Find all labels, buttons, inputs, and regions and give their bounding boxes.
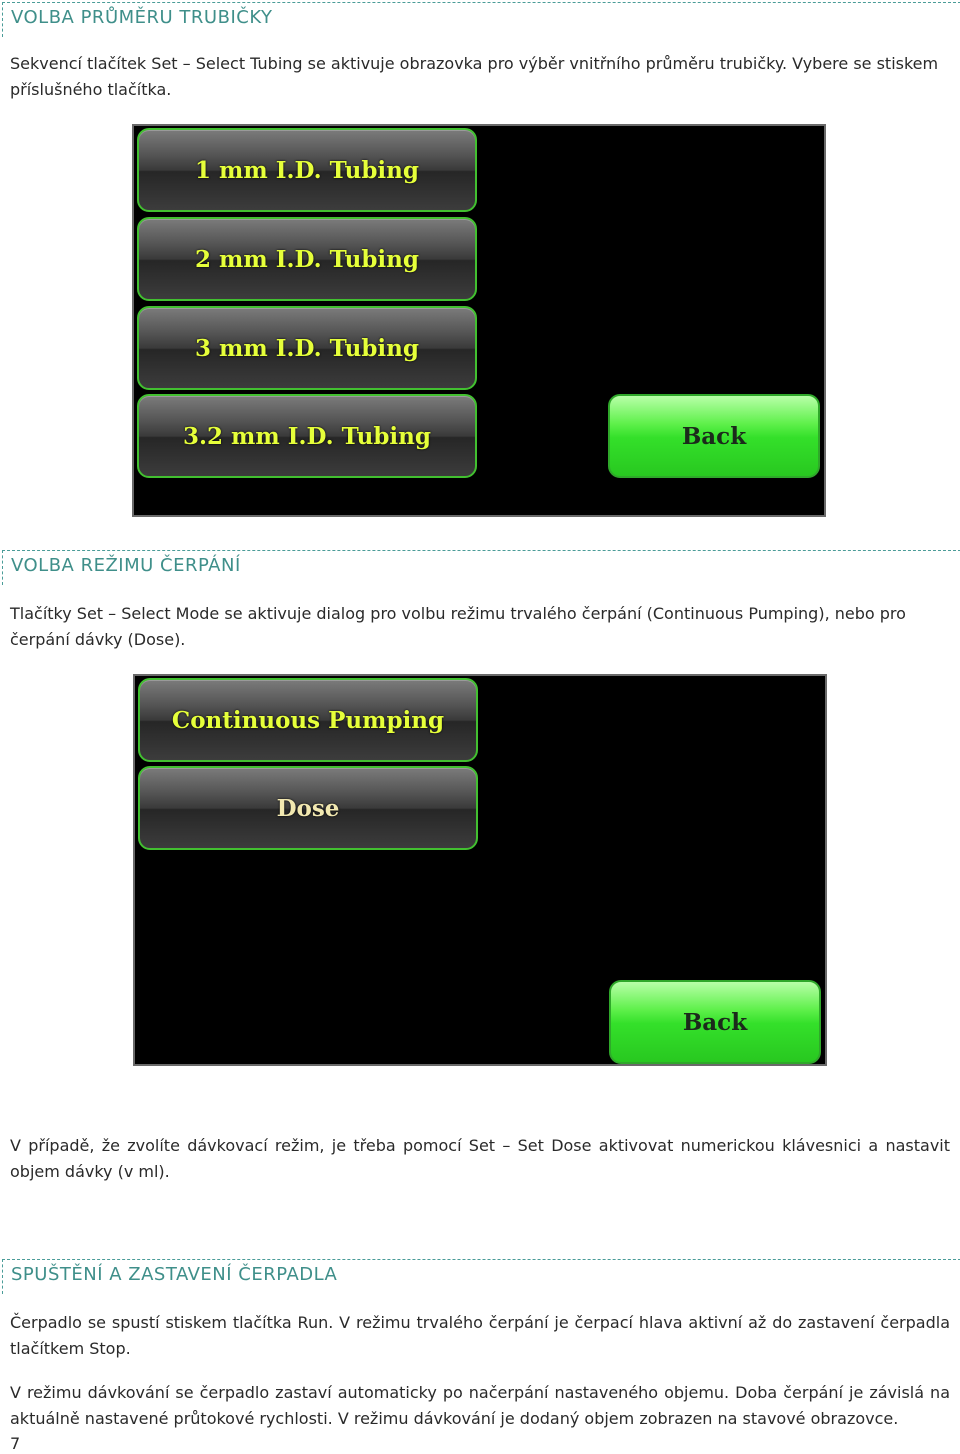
tubing-3-2mm-button[interactable]: 3.2 mm I.D. Tubing — [137, 394, 477, 478]
mode-back-button[interactable]: Back — [609, 980, 821, 1064]
tubing-2mm-button[interactable]: 2 mm I.D. Tubing — [137, 217, 477, 301]
dose-note: V případě, že zvolíte dávkovací režim, je třeba pomocí Set – Set Dose aktivovat numerickou klávesnici a nastavit objem dávky (v ml). — [10, 1136, 950, 1181]
tubing-1mm-button[interactable]: 1 mm I.D. Tubing — [137, 128, 477, 212]
dose-button[interactable]: Dose — [138, 766, 478, 850]
tubing-screen — [132, 124, 826, 517]
tubing-description: Sekvencí tlačítek Set – Select Tubing se aktivuje obrazovka pro výběr vnitřního průměru trubičky. Vybere se stiskem příslušného tlačítka. — [10, 54, 939, 99]
section-heading-tubing: VOLBA PRŮMĚRU TRUBIČKY — [2, 2, 960, 37]
section-heading-mode: VOLBA REŽIMU ČERPÁNÍ — [2, 550, 960, 585]
dose-mode-description: V režimu dávkování se čerpadlo zastaví automaticky po načerpání nastaveného objemu. Doba čerpání je závislá na aktuálně nastavené průtokové rychlosti. V režimu dávkování je dodaný objem zobrazen na stavové obrazovce. — [10, 1383, 950, 1428]
tubing-back-button[interactable]: Back — [608, 394, 820, 478]
continuous-pumping-button[interactable]: Continuous Pumping — [138, 678, 478, 762]
section-heading-start-stop: SPUŠTĚNÍ A ZASTAVENÍ ČERPADLA — [2, 1259, 960, 1294]
mode-description: Tlačítky Set – Select Mode se aktivuje dialog pro volbu režimu trvalého čerpání (Continuous Pumping), nebo pro čerpání dávky (Dose). — [10, 604, 906, 649]
mode-screen — [133, 674, 827, 1066]
page-number: 7 — [10, 1434, 21, 1453]
run-stop-description: Čerpadlo se spustí stiskem tlačítka Run. V režimu trvalého čerpání je čerpací hlava aktivní až do zastavení čerpadla tlačítkem Stop. — [10, 1313, 950, 1358]
tubing-3mm-button[interactable]: 3 mm I.D. Tubing — [137, 306, 477, 390]
